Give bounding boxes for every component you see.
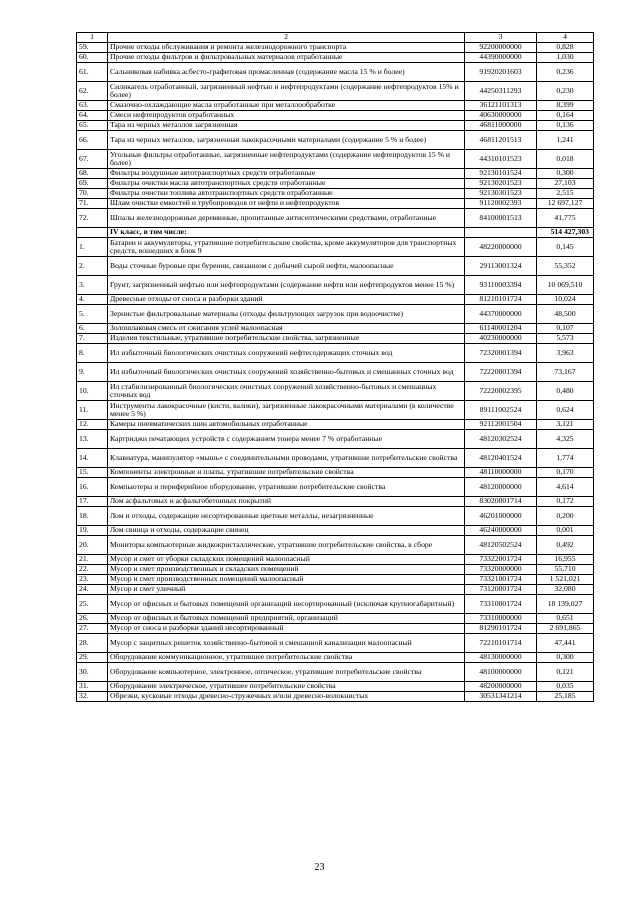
row-code: 72320001394: [465, 344, 537, 363]
row-number: 13.: [77, 430, 108, 449]
row-value: 0,230: [537, 82, 594, 101]
row-number: 26.: [77, 614, 108, 624]
row-value: 0,300: [537, 169, 594, 179]
table-row: [77, 53, 594, 63]
row-value: 0,172: [537, 497, 594, 507]
row-number: 69.: [77, 179, 108, 189]
row-name: Камеры пневматических шин автомобильных отработанные: [108, 420, 465, 430]
row-number: 63.: [77, 101, 108, 111]
row-number: 7.: [77, 334, 108, 344]
row-value: 2,515: [537, 189, 594, 199]
row-value: 55,352: [537, 257, 594, 276]
row-code: 48120401524: [465, 449, 537, 468]
row-value: 73,167: [537, 363, 594, 382]
row-number: 16.: [77, 478, 108, 497]
table-row: [77, 334, 594, 344]
row-name: Мониторы компьютерные жидкокристаллические, утратившие потребительские свойства, в сборе: [108, 536, 465, 555]
row-number: 28.: [77, 634, 108, 653]
row-number: 72.: [77, 209, 108, 228]
table-row: [77, 257, 594, 276]
row-number: 71.: [77, 199, 108, 209]
table-row: [77, 478, 594, 497]
row-name: Фильтры очистки топлива автотранспортных средств отработанные: [108, 189, 465, 199]
table-row: [77, 63, 594, 82]
row-code: 91920201603: [465, 63, 537, 82]
row-name: Древесные отходы от сноса и разборки зданий: [108, 295, 465, 305]
row-value: 0,236: [537, 63, 594, 82]
row-number: 4.: [77, 295, 108, 305]
table-body: [77, 43, 594, 702]
row-value: 3,963: [537, 344, 594, 363]
table-row: [77, 634, 594, 653]
page-number: 23: [314, 862, 325, 873]
row-number: 31.: [77, 682, 108, 692]
row-name: Компьютеры и периферийное оборудование, утратившие потребительские свойства: [108, 478, 465, 497]
row-name: Ил избыточный биологических очистных сооружений нефтесодержащих сточных вод: [108, 344, 465, 363]
row-code: 92130201523: [465, 179, 537, 189]
row-value: 0,170: [537, 468, 594, 478]
table-row: [77, 131, 594, 150]
row-value: 18 139,027: [537, 595, 594, 614]
row-code: 44390000000: [465, 53, 537, 63]
table-row: [77, 624, 594, 634]
row-name: Мусор и смет от уборки складских помещений малоопасный: [108, 555, 465, 565]
row-code: 81290101724: [465, 624, 537, 634]
row-value: 5,573: [537, 334, 594, 344]
row-code: 73120001724: [465, 585, 537, 595]
row-name: Золошлаковая смесь от сжигания углей малоопасная: [108, 324, 465, 334]
row-code: 73310001724: [465, 595, 537, 614]
row-code: 83020001714: [465, 497, 537, 507]
row-value: 1 521,021: [537, 575, 594, 585]
row-value: 0,492: [537, 536, 594, 555]
row-number: 24.: [77, 585, 108, 595]
header-cell-4: 4: [537, 33, 594, 43]
row-code: 48220000000: [465, 238, 537, 257]
table-header-row: [77, 33, 594, 43]
table-row: [77, 82, 594, 101]
row-number: 18.: [77, 507, 108, 526]
row-number: 32.: [77, 692, 108, 702]
row-number: 8.: [77, 344, 108, 363]
row-number: 3.: [77, 276, 108, 295]
row-value: 0,136: [537, 121, 594, 131]
row-code: 91120002393: [465, 199, 537, 209]
row-value: 4,614: [537, 478, 594, 497]
row-code: 72210101714: [465, 634, 537, 653]
table-row: [77, 507, 594, 526]
row-name: IV класс, в том числе:: [108, 228, 465, 238]
table-row: [77, 150, 594, 169]
row-number: 29.: [77, 653, 108, 663]
table-row: [77, 595, 594, 614]
row-name: Инструменты лакокрасочные (кисти, валики), загрязненные лакокрасочными материалами (в количестве менее 5 %): [108, 401, 465, 420]
row-number: 67.: [77, 150, 108, 169]
table-row: [77, 401, 594, 420]
table-row: [77, 663, 594, 682]
row-value: 0,651: [537, 614, 594, 624]
table-row: [77, 363, 594, 382]
row-value: 55,710: [537, 565, 594, 575]
row-code: 46240000000: [465, 526, 537, 536]
row-code: 92200000000: [465, 43, 537, 53]
row-name: Обрезки, кусковые отходы древесно-стружечных и/или древесно-волокнистых: [108, 692, 465, 702]
row-number: 21.: [77, 555, 108, 565]
row-name: Мусор и смет производственных помещений малоопасный: [108, 575, 465, 585]
table-row: [77, 653, 594, 663]
row-number: 22.: [77, 565, 108, 575]
row-value: 0,145: [537, 238, 594, 257]
row-name: Смазочно-охлаждающие масла отработанные при металлообработке: [108, 101, 465, 111]
row-name: Мусор от сноса и разборки зданий несортированный: [108, 624, 465, 634]
row-value: 8,399: [537, 101, 594, 111]
row-name: Шпалы железнодорожные деревянные, пропитанные антисептическими средствами, отработанные: [108, 209, 465, 228]
row-code: 73310000000: [465, 614, 537, 624]
row-number: [77, 228, 108, 238]
table-row: [77, 536, 594, 555]
row-value: 0,107: [537, 324, 594, 334]
table-row: [77, 614, 594, 624]
row-number: 62.: [77, 82, 108, 101]
row-number: 20.: [77, 536, 108, 555]
table-row: [77, 324, 594, 334]
table-row: [77, 344, 594, 363]
header-cell-1: 1: [77, 33, 108, 43]
row-value: 16,955: [537, 555, 594, 565]
header-cell-3: 3: [465, 33, 537, 43]
row-name: Ил стабилизированный биологических очистных сооружений хозяйственно-бытовых и смешанных сточных вод: [108, 382, 465, 401]
row-name: Грунт, загрязненный нефтью или нефтепродуктами (содержание нефти или нефтепродуктов менее 15 %): [108, 276, 465, 295]
row-number: 59.: [77, 43, 108, 53]
row-name: Тара из черных металлов загрязненная: [108, 121, 465, 131]
row-code: 81210101724: [465, 295, 537, 305]
row-number: 27.: [77, 624, 108, 634]
row-code: 40230000000: [465, 334, 537, 344]
table-row: [77, 430, 594, 449]
table-row: [77, 305, 594, 324]
row-value: 0,200: [537, 507, 594, 526]
row-name: Угольные фильтры отработанные, загрязненные нефтепродуктами (содержание нефтепродуктов 15 % и более): [108, 150, 465, 169]
row-name: Оборудование коммуникационное, утратившее потребительские свойства: [108, 653, 465, 663]
row-value: 1,241: [537, 131, 594, 150]
row-name: Мусор от офисных и бытовых помещений предприятий, организаций: [108, 614, 465, 624]
row-code: 44310101523: [465, 150, 537, 169]
row-value: 1,774: [537, 449, 594, 468]
row-value: 1,030: [537, 53, 594, 63]
row-code: 73320000000: [465, 565, 537, 575]
row-code: 73321001724: [465, 575, 537, 585]
row-name: Зернистые фильтровальные материалы (отходы фильтрующих загрузок при водоочистке): [108, 305, 465, 324]
table-row: [77, 238, 594, 257]
row-code: 48100000000: [465, 663, 537, 682]
row-name: Оборудование электрическое, утратившее потребительские свойства: [108, 682, 465, 692]
row-name: Шлам очистки емкостей и трубопроводов от нефти и нефтепродуктов: [108, 199, 465, 209]
table-row: [77, 692, 594, 702]
row-number: 30.: [77, 663, 108, 682]
table-row: [77, 526, 594, 536]
row-name: Прочие отходы фильтров и фильтровальных материалов отработанные: [108, 53, 465, 63]
row-name: Воды сточные буровые при бурении, связанном с добычей сырой нефти, малоопасные: [108, 257, 465, 276]
row-number: 11.: [77, 401, 108, 420]
row-value: 12 697,127: [537, 199, 594, 209]
row-value: 0,480: [537, 382, 594, 401]
table-row: [77, 209, 594, 228]
row-value: 32,080: [537, 585, 594, 595]
table-row: [77, 468, 594, 478]
row-number: 10.: [77, 382, 108, 401]
row-number: 60.: [77, 53, 108, 63]
row-name: Клавиатура, манипулятор «мышь» с соединительными проводами, утратившие потребительские свойства: [108, 449, 465, 468]
table-row: [77, 565, 594, 575]
table-row: [77, 555, 594, 565]
row-value: 0,624: [537, 401, 594, 420]
row-name: Ил избыточный биологических очистных сооружений хозяйственно-бытовых и смешанных сточных вод: [108, 363, 465, 382]
row-number: 9.: [77, 363, 108, 382]
row-code: 44370000000: [465, 305, 537, 324]
row-name: Оборудование компьютерное, электронное, оптическое, утратившее потребительские свойства: [108, 663, 465, 682]
row-value: 2 691,865: [537, 624, 594, 634]
row-name: Мусор с защитных решеток хозяйственно-бытовой и смешанной канализации малоопасный: [108, 634, 465, 653]
row-name: Лом асфальтовых и асфальтобетонных покрытий: [108, 497, 465, 507]
table-row: [77, 575, 594, 585]
row-code: 48120302524: [465, 430, 537, 449]
row-code: 48130000000: [465, 653, 537, 663]
section-row: [77, 228, 594, 238]
row-code: 89111002524: [465, 401, 537, 420]
table-row: [77, 169, 594, 179]
row-number: 23.: [77, 575, 108, 585]
row-code: 72220002395: [465, 382, 537, 401]
row-code: [465, 228, 537, 238]
row-name: Тара из черных металлов, загрязненная лакокрасочными материалами (содержание 5 % и более): [108, 131, 465, 150]
row-name: Изделия текстильные, утратившие потребительские свойства, загрязненные: [108, 334, 465, 344]
row-code: 30531341214: [465, 692, 537, 702]
row-value: 0,121: [537, 663, 594, 682]
row-number: 68.: [77, 169, 108, 179]
row-value: 10,024: [537, 295, 594, 305]
row-name: Прочие отходы обслуживания и ремонта железнодорожного транспорта: [108, 43, 465, 53]
row-value: 0,035: [537, 682, 594, 692]
table-row: [77, 382, 594, 401]
row-code: 48120502524: [465, 536, 537, 555]
row-code: 46201000000: [465, 507, 537, 526]
table-row: [77, 585, 594, 595]
row-value: 0,828: [537, 43, 594, 53]
row-name: Лом свинца и отходы, содержащие свинец: [108, 526, 465, 536]
table-row: [77, 420, 594, 430]
table-row: [77, 101, 594, 111]
row-number: 19.: [77, 526, 108, 536]
row-value: 514 427,303: [537, 228, 594, 238]
row-value: 0,300: [537, 653, 594, 663]
row-code: 92130301523: [465, 189, 537, 199]
table-row: [77, 295, 594, 305]
row-name: Мусор и смет производственных и складских помещений: [108, 565, 465, 575]
row-code: 29113001324: [465, 257, 537, 276]
row-code: 92112001504: [465, 420, 537, 430]
row-name: Мусор и смет уличный: [108, 585, 465, 595]
row-code: 48120000000: [465, 478, 537, 497]
row-number: 25.: [77, 595, 108, 614]
table-row: [77, 43, 594, 53]
row-code: 73322001724: [465, 555, 537, 565]
row-value: 0,001: [537, 526, 594, 536]
row-code: 44250311293: [465, 82, 537, 101]
row-code: 46811201513: [465, 131, 537, 150]
row-value: 25,185: [537, 692, 594, 702]
table-row: [77, 449, 594, 468]
row-name: Компоненты электронные и платы, утратившие потребительские свойства: [108, 468, 465, 478]
row-value: 10 069,510: [537, 276, 594, 295]
row-code: 48200000000: [465, 682, 537, 692]
row-name: Фильтры очистки масла автотранспортных средств отработанные: [108, 179, 465, 189]
header-cell-2: 2: [108, 33, 465, 43]
row-value: 41,775: [537, 209, 594, 228]
row-name: Сальниковая набивка асбесто-графитовая промасленная (содержание масла 15 % и более): [108, 63, 465, 82]
row-code: 40630000000: [465, 111, 537, 121]
row-number: 66.: [77, 131, 108, 150]
row-value: 48,500: [537, 305, 594, 324]
row-name: Картриджи печатающих устройств с содержанием тонера менее 7 % отработанные: [108, 430, 465, 449]
row-number: 6.: [77, 324, 108, 334]
row-name: Мусор от офисных и бытовых помещений организаций несортированный (исключая крупногабаритный): [108, 595, 465, 614]
table-row: [77, 111, 594, 121]
row-value: 3,121: [537, 420, 594, 430]
row-code: 72220001394: [465, 363, 537, 382]
table-row: [77, 199, 594, 209]
row-code: 84100001513: [465, 209, 537, 228]
row-code: 93110003394: [465, 276, 537, 295]
row-number: 17.: [77, 497, 108, 507]
table-row: [77, 121, 594, 131]
row-number: 1.: [77, 238, 108, 257]
row-number: 15.: [77, 468, 108, 478]
row-value: 47,441: [537, 634, 594, 653]
table-row: [77, 276, 594, 295]
row-code: 61140001204: [465, 324, 537, 334]
row-name: Батареи и аккумуляторы, утратившие потребительские свойства, кроме аккумуляторов для транспортных средств, вошедших в блок 9: [108, 238, 465, 257]
row-name: Фильтры воздушные автотранспортных средств отработанные: [108, 169, 465, 179]
row-code: 46811000000: [465, 121, 537, 131]
table-row: [77, 497, 594, 507]
row-code: 48110000000: [465, 468, 537, 478]
row-name: Лом и отходы, содержащие несортированные цветные металлы, незагрязненные: [108, 507, 465, 526]
row-number: 61.: [77, 63, 108, 82]
row-code: 36121101313: [465, 101, 537, 111]
row-number: 12.: [77, 420, 108, 430]
row-number: 70.: [77, 189, 108, 199]
row-number: 14.: [77, 449, 108, 468]
table-row: [77, 189, 594, 199]
row-number: 65.: [77, 121, 108, 131]
row-value: 0,164: [537, 111, 594, 121]
waste-table: [76, 32, 594, 702]
table-row: [77, 682, 594, 692]
row-name: Смеси нефтепродуктов отработанных: [108, 111, 465, 121]
row-code: 92130101524: [465, 169, 537, 179]
row-value: 0,018: [537, 150, 594, 169]
table-row: [77, 179, 594, 189]
row-value: 4,325: [537, 430, 594, 449]
row-value: 27,103: [537, 179, 594, 189]
row-number: 64.: [77, 111, 108, 121]
row-number: 5.: [77, 305, 108, 324]
row-number: 2.: [77, 257, 108, 276]
row-name: Силикагель отработанный, загрязненный нефтью и нефтепродуктами (содержание нефтепродуктов 15% и более): [108, 82, 465, 101]
